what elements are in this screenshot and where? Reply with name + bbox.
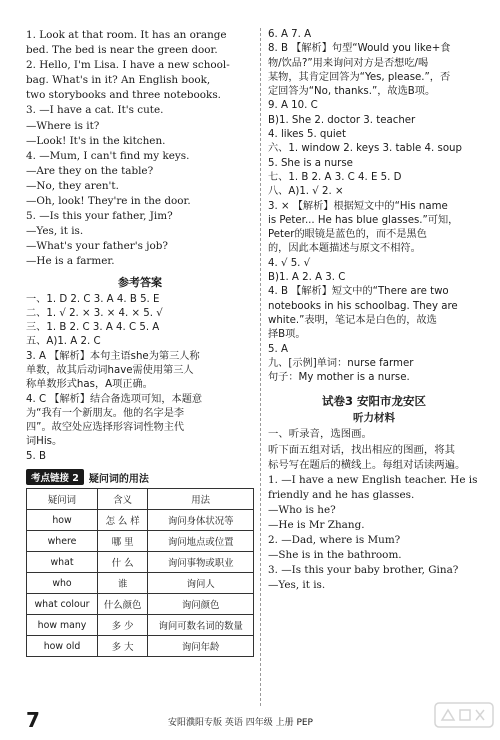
answer-line: 句子：My mother is a nurse. xyxy=(268,372,410,384)
right-column xyxy=(268,28,480,593)
table-cell: 怎 么 样 xyxy=(98,510,148,531)
answer-line: 某物，其肯定回答为“Yes, please.”，否 xyxy=(268,71,451,83)
table-cell: how xyxy=(27,510,98,531)
paper-title: 试卷3 安阳市龙安区 xyxy=(321,394,426,409)
answer-line: 的，因此本题描述与原文不相符。 xyxy=(268,243,421,255)
answer-line: 五、A)1. A 2. C xyxy=(26,336,101,348)
key-point-header xyxy=(26,469,254,485)
answer-line: 定回答为“No, thanks.”，故选B项。 xyxy=(268,86,436,98)
answer-line: 4. C 【解析】结合备选项可知，本题意 xyxy=(26,393,203,405)
listening-line: 2. —Dad, where is Mum? xyxy=(268,534,401,547)
text-line: —Where is it? xyxy=(26,119,100,132)
table-cell: 多 少 xyxy=(98,615,148,636)
table-header-cell: 疑问词 xyxy=(27,489,98,510)
answer-line: 5. A xyxy=(268,343,288,355)
answer-line: 二、1. √ 2. × 3. × 4. × 5. √ xyxy=(26,307,163,319)
text-line: bed. The bed is near the green door. xyxy=(26,44,218,57)
answer-line: 称单数形式has，A项正确。 xyxy=(26,379,153,391)
answer-line: 4. B 【解析】短文中的“There are two xyxy=(268,286,449,298)
table-cell: 什 么 xyxy=(98,552,148,573)
answer-key-left xyxy=(26,293,254,465)
answer-line: 4. √ 5. √ xyxy=(268,257,311,269)
answer-line: 四”。故空处应选择形容词性物主代 xyxy=(26,422,185,434)
table-cell: 询问可数名词的数量 xyxy=(148,615,254,636)
text-line: —What's your father's job? xyxy=(26,240,168,253)
listening-line: —Who is he? xyxy=(268,503,336,516)
table-cell: 询问人 xyxy=(148,573,254,594)
table-cell: 哪 里 xyxy=(98,531,148,552)
answer-line: 6. A 7. A xyxy=(268,29,312,40)
key-point-tag: 考点链接 2 xyxy=(26,469,84,485)
answer-line: 8. B 【解析】句型“Would you like+食 xyxy=(268,43,451,55)
table-row xyxy=(27,510,254,531)
table-row xyxy=(27,552,254,573)
table-header-row xyxy=(27,489,254,510)
text-line: —He is a farmer. xyxy=(26,255,115,268)
answer-line: 9. A 10. C xyxy=(268,100,318,112)
table-row xyxy=(27,594,254,615)
text-line: —No, they aren't. xyxy=(26,179,119,192)
answer-line: 单数，故其后动词have需使用第三人 xyxy=(26,364,194,376)
text-line: 4. —Mum, I can't find my keys. xyxy=(26,149,190,162)
table-row xyxy=(27,531,254,552)
answer-line: 词His。 xyxy=(26,436,63,448)
listening-line: friendly and he has glasses. xyxy=(268,488,415,501)
answer-line: 六、1. window 2. keys 3. table 4. soup xyxy=(268,143,462,155)
answer-key-right xyxy=(268,28,480,385)
answer-line: 物/饮品?”用来询问对方是否想吃/喝 xyxy=(268,57,429,69)
table-cell: how many xyxy=(27,615,98,636)
listening-line: —He is Mr Zhang. xyxy=(268,518,365,531)
table-row xyxy=(27,573,254,594)
table-body xyxy=(27,510,254,657)
table-row xyxy=(27,615,254,636)
answer-line: is Peter... He has blue glasses.”可知， xyxy=(268,214,459,226)
watermark-logo-icon xyxy=(434,702,494,728)
table-cell: 询问年龄 xyxy=(148,636,254,657)
paper-subtitle: 听力材料 xyxy=(353,412,395,425)
listening-line: 标号写在题后的横线上。每组对话读两遍。 xyxy=(268,458,466,471)
answer-line: white.”表明，笔记本是白色的，故选 xyxy=(268,314,437,326)
table-row xyxy=(27,636,254,657)
answer-line: 3. A 【解析】本句主语she为第三人称 xyxy=(26,350,200,362)
text-line: 3. —I have a cat. It's cute. xyxy=(26,104,164,117)
table-cell: 谁 xyxy=(98,573,148,594)
answer-line: Peter的眼镜是蓝色的，而不是黑色 xyxy=(268,229,427,241)
text-line: —Oh, look! They're in the door. xyxy=(26,195,191,208)
table-cell: who xyxy=(27,573,98,594)
answer-line: 择B项。 xyxy=(268,329,306,341)
answer-line: 为“我有一个新朋友。他的名字是李 xyxy=(26,407,185,419)
table-cell: what xyxy=(27,552,98,573)
answers-title: 参考答案 xyxy=(118,275,162,289)
table-cell: 询问身体状况等 xyxy=(148,510,254,531)
answer-line: notebooks in his schoolbag. They are xyxy=(268,300,458,312)
answer-line: 5. B xyxy=(26,450,46,462)
left-column xyxy=(26,28,254,657)
table-cell: where xyxy=(27,531,98,552)
text-line: 2. Hello, I'm Lisa. I have a new school- xyxy=(26,59,230,72)
table-cell: 询问地点或位置 xyxy=(148,531,254,552)
answer-line: 4. likes 5. quiet xyxy=(268,129,346,141)
answer-line: 七、1. B 2. A 3. C 4. E 5. D xyxy=(268,171,402,183)
text-line: two storybooks and three notebooks. xyxy=(26,89,221,102)
answer-line: 3. × 【解析】根据短文中的“His name xyxy=(268,200,448,212)
table-header-cell: 含义 xyxy=(98,489,148,510)
table-header-cell: 用法 xyxy=(148,489,254,510)
text-line: 5. —Is this your father, Jim? xyxy=(26,210,173,223)
text-line: —Yes, it is. xyxy=(26,225,84,238)
listening-material xyxy=(268,427,480,593)
answer-line: 九、[示例]单词：nurse farmer xyxy=(268,357,414,369)
page-footer xyxy=(0,710,500,732)
answer-line: B)1. A 2. A 3. C xyxy=(268,272,346,284)
text-line: —Are they on the table? xyxy=(26,164,154,177)
table-cell: what colour xyxy=(27,594,98,615)
listening-line: 一、听录音，选图画。 xyxy=(268,428,372,441)
listening-line: 1. —I have a new English teacher. He is xyxy=(268,473,478,486)
table-cell: 什么颜色 xyxy=(98,594,148,615)
answer-line: 5. She is a nurse xyxy=(268,157,353,169)
answer-line: 三、1. B 2. C 3. A 4. C 5. A xyxy=(26,322,160,334)
table-cell: how old xyxy=(27,636,98,657)
table-cell: 询问颜色 xyxy=(148,594,254,615)
table-cell: 多 大 xyxy=(98,636,148,657)
text-line: 1. Look at that room. It has an orange xyxy=(26,29,227,41)
listening-line: 听下面五组对话，找出相应的图画，将其 xyxy=(268,443,456,456)
text-line: bag. What's in it? An English book, xyxy=(26,74,211,87)
column-divider xyxy=(260,28,261,706)
answer-line: B)1. She 2. doctor 3. teacher xyxy=(268,114,416,126)
answer-line: 八、A)1. √ 2. × xyxy=(268,186,344,198)
footer-edition-text: 安阳濮阳专版 英语 四年级 上册 PEP xyxy=(168,718,313,728)
question-word-table xyxy=(26,488,254,657)
listening-script-lines xyxy=(26,28,254,270)
table-cell: 询问事物或职业 xyxy=(148,552,254,573)
listening-line: 3. —Is this your baby brother, Gina? xyxy=(268,564,459,577)
text-line: —Look! It's in the kitchen. xyxy=(26,134,166,147)
listening-line: —Yes, it is. xyxy=(268,579,326,592)
listening-line: —She is in the bathroom. xyxy=(268,549,402,562)
answer-line: 一、1. D 2. C 3. A 4. B 5. E xyxy=(26,293,160,305)
key-point-title: 疑问词的用法 xyxy=(88,473,149,485)
page-number: 7 xyxy=(26,708,40,732)
